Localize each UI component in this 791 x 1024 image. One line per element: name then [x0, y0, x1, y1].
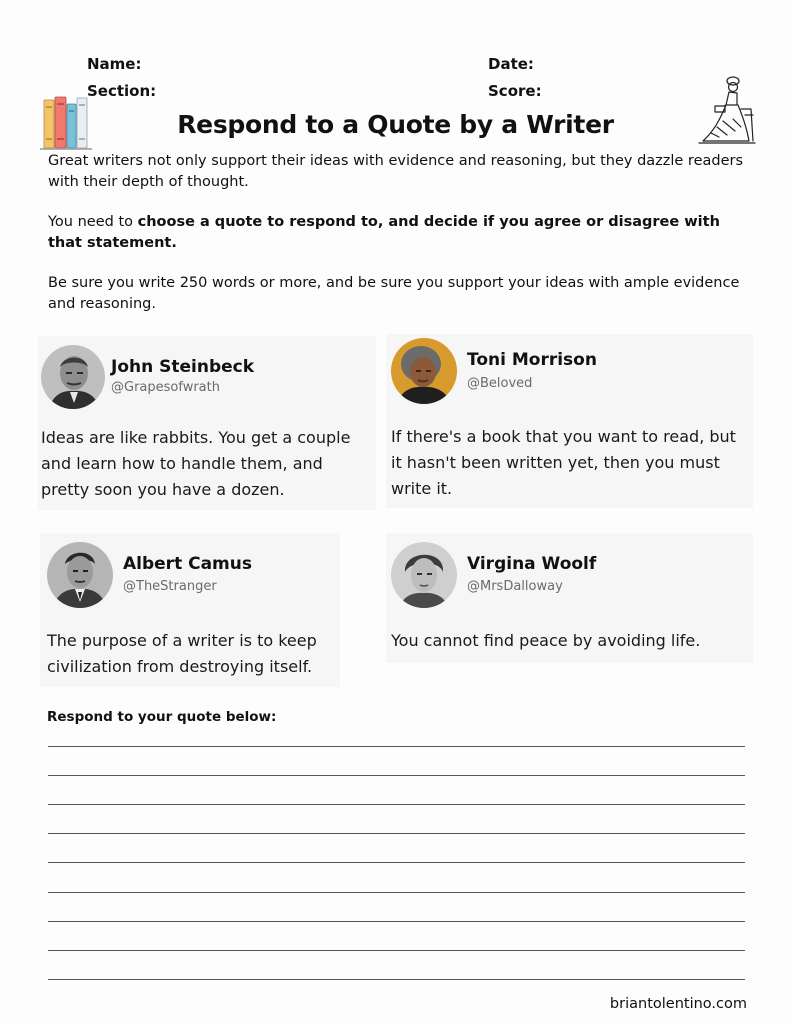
response-line-2[interactable] — [48, 775, 745, 776]
intro-paragraph-2 — [48, 212, 748, 254]
response-line-8[interactable] — [48, 950, 745, 951]
intro-p2-emphasis: choose a quote to respond to, and decide if you agree or disagree with that statement. — [48, 214, 720, 251]
respond-label: Respond to your quote below: — [47, 709, 277, 725]
footer-site: briantolentino.com — [609, 996, 747, 1012]
response-line-7[interactable] — [48, 921, 745, 922]
quote-card-morrison — [386, 334, 753, 508]
intro-paragraph-1: Great writers not only support their ideas with evidence and reasoning, but they dazzle readers with their depth of thought. — [48, 153, 744, 190]
intro-paragraph-3: Be sure you write 250 words or more, and be sure you support your ideas with ample evidence and reasoning. — [48, 275, 740, 312]
author-handle-camus: @TheStranger — [123, 579, 217, 594]
page-title: Respond to a Quote by a Writer — [177, 110, 614, 139]
avatar-woolf — [391, 542, 457, 608]
author-handle-woolf: @MrsDalloway — [467, 579, 563, 594]
response-line-9[interactable] — [48, 979, 745, 980]
response-line-6[interactable] — [48, 892, 745, 893]
section-label: Section: — [87, 82, 157, 100]
avatar-steinbeck — [41, 345, 105, 409]
response-line-1[interactable] — [48, 746, 745, 747]
response-line-5[interactable] — [48, 862, 745, 863]
score-label: Score: — [488, 82, 542, 100]
response-line-3[interactable] — [48, 804, 745, 805]
quote-card-steinbeck — [38, 336, 376, 510]
author-name-woolf: Virgina Woolf — [467, 554, 597, 574]
response-line-4[interactable] — [48, 833, 745, 834]
avatar-morrison — [391, 338, 457, 404]
quote-card-camus — [40, 533, 340, 687]
name-label: Name: — [87, 55, 142, 73]
quote-card-woolf — [386, 533, 753, 663]
author-name-morrison: Toni Morrison — [467, 350, 597, 370]
quote-text-morrison: If there's a book that you want to read, but it hasn't been written yet, then you must write it. — [391, 427, 736, 498]
author-handle-morrison: @Beloved — [467, 376, 533, 391]
author-handle-steinbeck: @Grapesofwrath — [111, 380, 220, 395]
quote-text-woolf: You cannot find peace by avoiding life. — [391, 631, 701, 650]
author-name-camus: Albert Camus — [123, 554, 252, 574]
quote-text-camus: The purpose of a writer is to keep civilization from destroying itself. — [47, 631, 317, 676]
avatar-camus — [47, 542, 113, 608]
date-label: Date: — [488, 55, 534, 73]
intro-p2-prefix: You need to — [48, 214, 138, 230]
quote-text-steinbeck: Ideas are like rabbits. You get a couple and learn how to handle them, and pretty soon you have a dozen. — [41, 428, 351, 499]
author-name-steinbeck: John Steinbeck — [111, 357, 255, 377]
